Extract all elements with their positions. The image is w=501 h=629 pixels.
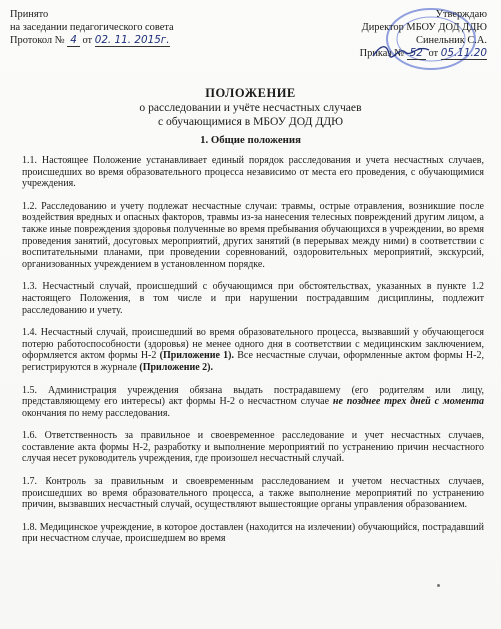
appendix-1-ref: (Приложение 1).: [159, 350, 234, 362]
doc-subtitle-2: с обучающимися в МБОУ ДОД ДДЮ: [157, 114, 344, 128]
order-number: 52: [407, 47, 426, 60]
para-1-5-text-a: 1.5. Администрация учреждения обязана выдать пострадавшему (его родителям или лицу, представляющему его интересы) акт формы Н-2 о несчастном случае: [22, 384, 484, 408]
deadline-emphasis: не позднее трех дней с момента: [332, 396, 484, 408]
order-label: Приказ №: [359, 48, 405, 59]
order-from: от: [428, 48, 439, 59]
order-date: 05.11.20: [440, 47, 487, 59]
paragraph-1-1: 1.1. Настоящее Положение устанавливает единый порядок расследования и учета несчастных случаев, происшедших во время образовательного процесса независимо от места его проведения, с обучающимися учреждения.: [22, 155, 484, 190]
page-speck: [437, 584, 440, 587]
director-signature: [371, 42, 431, 60]
protocol-number: 4: [67, 34, 80, 47]
para-1-5-text-b: окончания по нему расследования.: [22, 407, 170, 419]
section-heading-text: 1. Общие положения: [200, 134, 301, 146]
paragraph-1-3: 1.3. Несчастный случай, происшедший с обучающимся при обстоятельствах, указанных в пункте 1.2 настоящего Положения, в том числе и при нарушении пострадавшим дисциплины, подлежит расследованию и учету.: [22, 281, 484, 316]
director-name: Синельник С.А.: [416, 35, 487, 46]
protocol-label: Протокол №: [10, 35, 65, 46]
accepted-label: Принято: [10, 9, 49, 20]
para-1-4-text-a: 1.4. Несчастный случай, происшедший во время образовательного процесса, вызвавший у обучающегося потерю работоспособности (здоровья) не менее одного дня в соответствии с медицинским заключением, оформляется актом формы Н-2: [22, 327, 484, 362]
council-label: на заседании педагогического совета: [10, 22, 174, 33]
paragraph-1-6: 1.6. Ответственность за правильное и своевременное расследование и учет несчастных случаев, составление акта формы Н-2, разработку и выполнение мероприятий по устранению причин несчастного случая несет руководитель учреждения, где произошел несчастный случай.: [22, 430, 484, 465]
doc-heading: ПОЛОЖЕНИЕ: [205, 86, 296, 100]
paragraph-1-5: [22, 385, 484, 420]
appendix-2-ref: (Приложение 2).: [139, 361, 214, 373]
document-title: [0, 86, 501, 146]
paragraph-1-8: 1.8. Медицинское учреждение, в которое доставлен (находится на излечении) обучающийся, пострадавший при несчастном случае, происшедшем во время: [22, 521, 484, 545]
paragraph-1-4: [22, 327, 484, 373]
paragraph-1-7: 1.7. Контроль за правильным и своевременным расследованием и учетом несчастных случаев, происшедших во время образовательного процесса, а также выполнение мероприятий по устранению причин, вызвавших несчастный случай, осуществляют вышестоящие органы управления образованием.: [22, 476, 484, 511]
paragraph-1-2: 1.2. Расследованию и учету подлежат несчастные случаи: травмы, острые отравления, возникшие после воздействия вредных и опасных факторов, травмы из-за нанесения телесных повреждений другим лицом, а также иные повреждения здоровья полученные во время пребывания обучающихся в учреждении, во время проведения занятий, досуговых мероприятий, других занятий (в перерывах между ними) в соответствии с воспитательными планами, при проведении соревнований, оздоровительных мероприятий, экскурсий, организованных учреждением в установленном порядке.: [22, 200, 484, 270]
doc-subtitle-1: о расследовании и учёте несчастных случаев: [139, 101, 362, 114]
approve-label: Утверждаю: [435, 9, 487, 20]
para-1-4-text-b: Все несчастные случаи, оформленные актом формы Н-2, регистрируются в журнале: [22, 350, 484, 373]
protocol-date: 02. 11. 2015г.: [94, 34, 170, 46]
section-heading: [0, 134, 501, 146]
protocol-line: [10, 34, 174, 47]
protocol-from: от: [82, 35, 93, 46]
approval-block: [10, 8, 174, 47]
director-label: Директор МБОУ ДОД ДДЮ: [361, 22, 487, 33]
document-body: [22, 155, 484, 556]
